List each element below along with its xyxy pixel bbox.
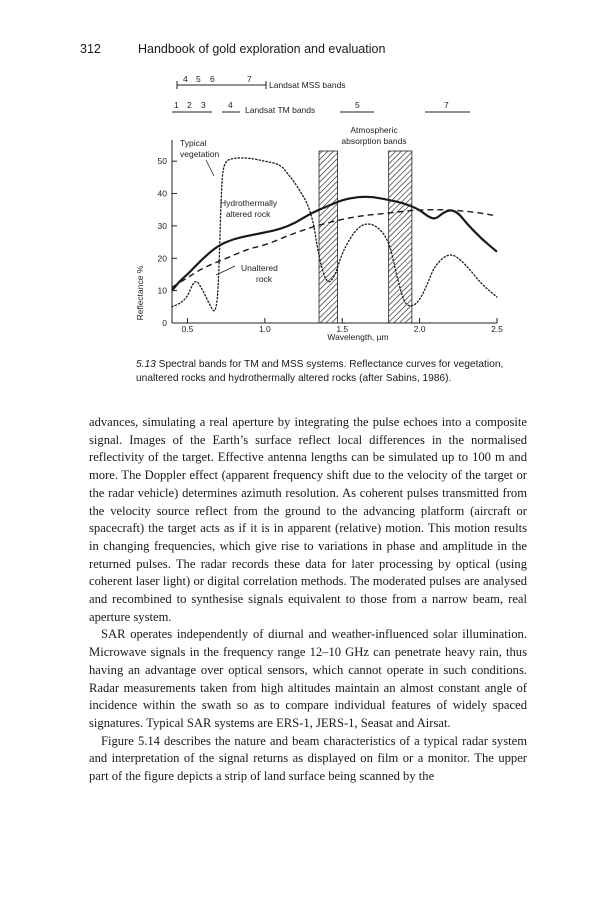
x-axis-title: Wavelength, µm — [327, 332, 389, 342]
figure-spectral-bands — [0, 60, 600, 360]
absorption-band-1 — [319, 151, 338, 323]
unaltered-label-line1: Unaltered — [241, 263, 278, 273]
y-tick-label: 20 — [157, 253, 167, 264]
mss-bands-label: Landsat MSS bands — [269, 80, 346, 90]
mss-band-4: 4 — [183, 74, 188, 84]
absorption-band-group — [319, 151, 412, 323]
y-axis-title: Reflectance % — [135, 265, 145, 321]
x-tick-label: 1.5 — [336, 324, 349, 334]
atmospheric-label-line1: Atmospheric — [350, 125, 398, 135]
hydro-label-line2: altered rock — [226, 209, 271, 219]
tm-band-4: 4 — [228, 100, 233, 110]
mss-band-5: 5 — [196, 74, 201, 84]
vegetation-leader-line — [206, 160, 214, 176]
tm-band-3: 3 — [201, 100, 206, 110]
vegetation-label-line2: vegetation — [180, 149, 220, 159]
page-number: 312 — [80, 42, 101, 56]
book-title: Handbook of gold exploration and evaluation — [138, 42, 386, 56]
running-header — [80, 42, 385, 56]
figure-caption — [136, 358, 531, 385]
x-tick-label: 2.0 — [413, 324, 426, 334]
tm-bands-label: Landsat TM bands — [245, 105, 316, 115]
tm-band-2: 2 — [187, 100, 192, 110]
y-tick-label: 0 — [162, 318, 167, 328]
tm-band-1: 1 — [174, 100, 179, 110]
x-tick-label: 2.5 — [491, 324, 503, 334]
mss-band-bar — [177, 81, 266, 89]
mss-band-7: 7 — [247, 74, 252, 84]
x-tick-label: 0.5 — [181, 324, 194, 334]
paragraph: SAR operates independently of diurnal and weather-influenced solar illumination. Microwave signals in the frequency range 12–10 GHz can penetrate heavy rain, thus having an advantage over optical sensors, which cannot operate in such conditions. Radar measurements taken from high altitudes maintain an almost constant angle of incidence within the swath so as to compare individual features of widely spaced signatures. Typical SAR systems are ERS-1, JERS-1, Seasat and Airsat. — [89, 627, 527, 730]
unaltered-label-line2: rock — [256, 274, 273, 284]
atmospheric-label-line2: absorption bands — [341, 136, 407, 146]
y-tick-label: 50 — [157, 156, 167, 167]
body-text — [89, 414, 527, 786]
y-tick-label: 40 — [157, 188, 167, 199]
reflectance-chart — [0, 60, 600, 360]
vegetation-label-line1: Typical — [180, 138, 207, 148]
tm-band-5: 5 — [355, 100, 360, 110]
y-tick-label: 10 — [157, 285, 167, 296]
paragraph: Figure 5.14 describes the nature and beam characteristics of a typical radar system and interpretation of the signal returns as displayed on film or a monitor. The upper part of the figure depicts a strip of land surface being scanned by the — [89, 733, 527, 784]
y-tick-label: 30 — [157, 220, 167, 231]
caption-text: Spectral bands for TM and MSS systems. Reflectance curves for vegetation, unaltered rocks and hydrothermally altered rocks (after Sabins, 1986). — [136, 359, 504, 384]
paragraph: advances, simulating a real aperture by integrating the pulse echoes into a composite signal. Images of the Earth’s surface reflect local differences in the normalised reflectivity of the target. Effective antenna lengths can be simulated up to 100 m and more. The Doppler effect (apparent frequency shift due to the velocity of the target or the radar vehicle) determines azimuth resolution. As coherent pulses transmitted from the velocity source reflect from the ground to the advancing platform (aircraft or spacecraft) the target acts as if it is in apparent (relative) motion. This motion results in changing frequencies, which give rise to variations in phase and amplitude in the returned pulses. The radar records these data for later processing by optical (using coherent laser light) or digital correlation methods. The moderated pulses are analysed and recombined to synthesise signals equivalent to those from a narrow beam, real aperture system. — [89, 415, 527, 624]
mss-band-6: 6 — [210, 74, 215, 84]
absorption-band-2 — [389, 151, 412, 323]
x-tick-label: 1.0 — [258, 324, 271, 334]
hydro-label-line1: Hydrothermally — [220, 198, 278, 208]
caption-number: 5.13 — [136, 359, 156, 370]
tm-band-7: 7 — [444, 100, 449, 110]
